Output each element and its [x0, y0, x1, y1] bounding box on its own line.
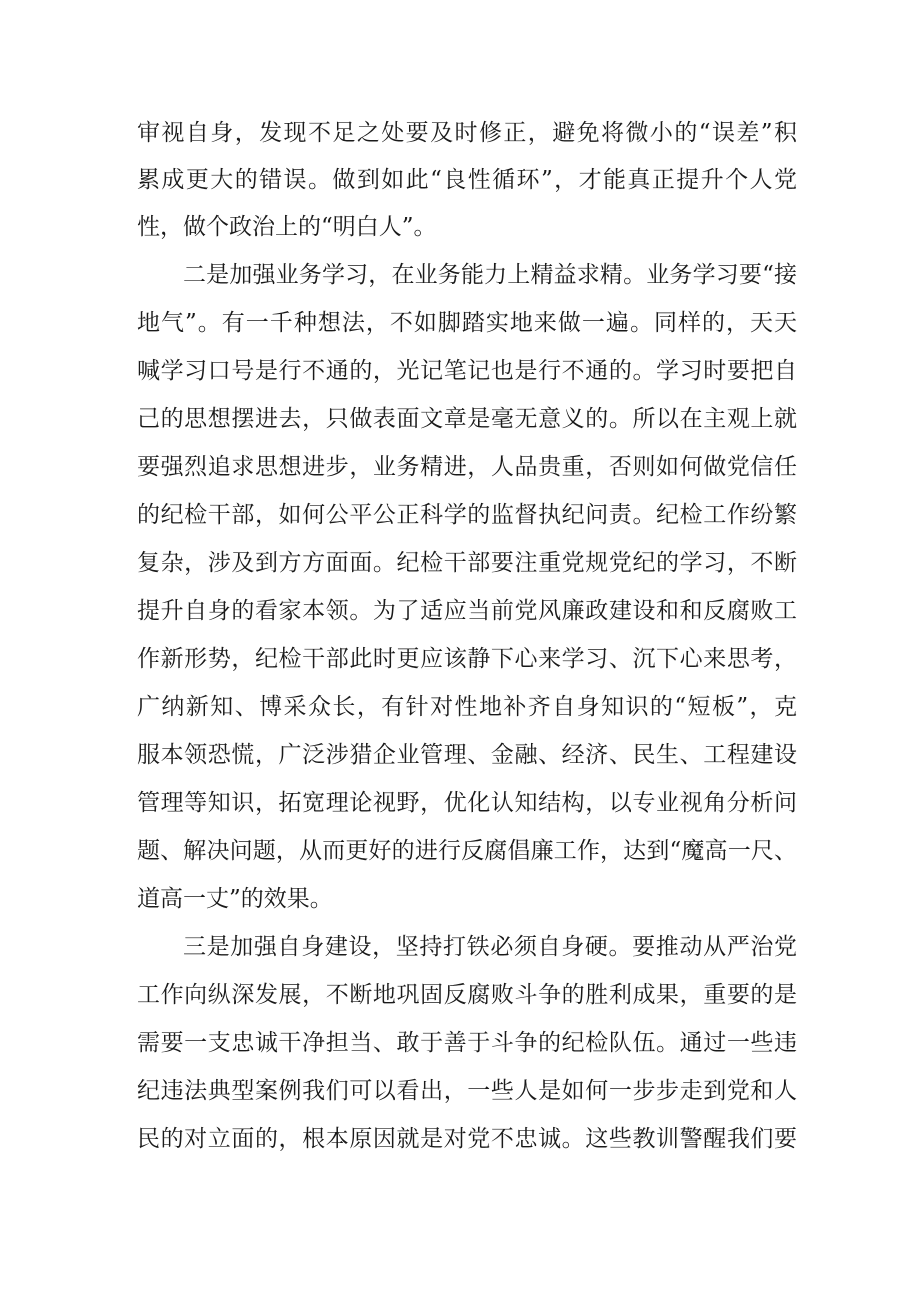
text-line: 作新形势，纪检干部此时更应该静下心来学习、沉下心来思考，: [137, 646, 797, 672]
text-line: 服本领恐慌，广泛涉猎企业管理、金融、经济、民生、工程建设: [137, 742, 797, 768]
text-line: 民的对立面的，根本原因就是对党不忠诚。这些教训警醒我们要: [137, 1126, 797, 1152]
text-line: 提升自身的看家本领。为了适应当前党风廉政建设和和反腐败工: [137, 598, 797, 624]
text-line: 纪违法典型案例我们可以看出，一些人是如何一步步走到党和人: [137, 1078, 797, 1104]
text-line: 要强烈追求思想进步，业务精进，人品贵重，否则如何做党信任: [137, 454, 797, 480]
text-line: 广纳新知、博采众长，有针对性地补齐自身知识的“短板”，克: [137, 694, 797, 720]
text-line: 地气”。有一千种想法，不如脚踏实地来做一遍。同样的，天天: [137, 310, 797, 336]
text-line: 管理等知识，拓宽理论视野，优化认知结构，以专业视角分析问: [137, 790, 797, 816]
text-line: 道高一丈”的效果。: [137, 886, 333, 912]
text-line: 的纪检干部，如何公平公正科学的监督执纪问责。纪检工作纷繁: [137, 502, 797, 528]
text-line: 喊学习口号是行不通的，光记笔记也是行不通的。学习时要把自: [137, 358, 797, 384]
text-line: 性，做个政治上的“明白人”。: [137, 214, 437, 240]
text-line: 审视自身，发现不足之处要及时修正，避免将微小的“误差”积: [137, 120, 797, 146]
text-line: 工作向纵深发展，不断地巩固反腐败斗争的胜利成果，重要的是: [137, 982, 797, 1008]
text-line: 题、解决问题，从而更好的进行反腐倡廉工作，达到“魔高一尺、: [137, 838, 797, 864]
paragraph-first-line: 三是加强自身建设，坚持打铁必须自身硬。要推动从严治党: [183, 934, 797, 960]
paragraph-first-line: 二是加强业务学习，在业务能力上精益求精。业务学习要“接: [183, 262, 797, 288]
text-line: 累成更大的错误。做到如此“良性循环”，才能真正提升个人党: [137, 167, 797, 193]
text-line: 己的思想摆进去，只做表面文章是毫无意义的。所以在主观上就: [137, 406, 797, 432]
text-line: 需要一支忠诚干净担当、敢于善于斗争的纪检队伍。通过一些违: [137, 1030, 797, 1056]
text-line: 复杂，涉及到方方面面。纪检干部要注重党规党纪的学习，不断: [137, 550, 797, 576]
